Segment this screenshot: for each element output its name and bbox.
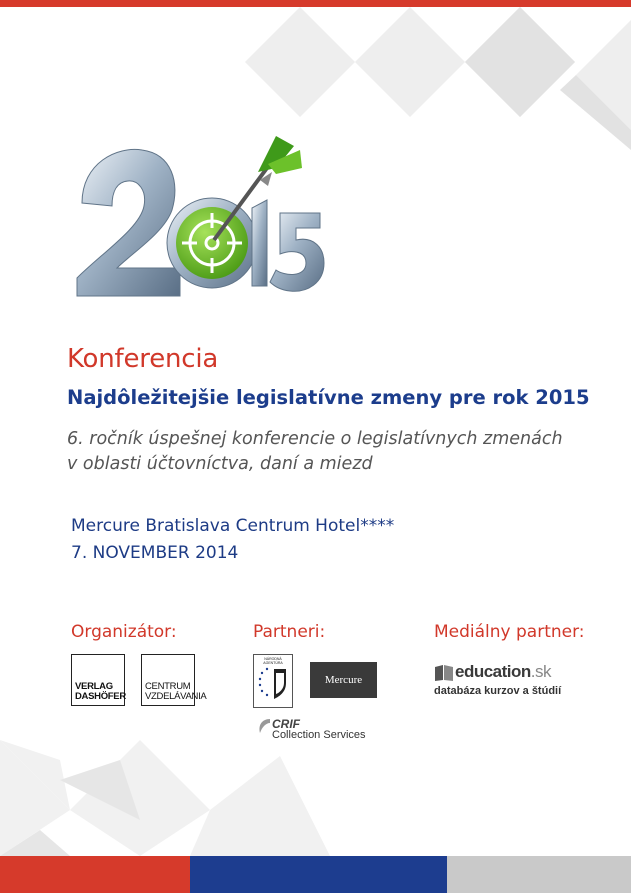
mercure-logo-text: Mercure xyxy=(324,674,363,686)
2015-dart-target-icon xyxy=(62,128,332,313)
eu-stars-icon xyxy=(254,663,292,703)
verlag-line-2: DASHÖFER xyxy=(75,691,126,702)
crif-swoosh-icon xyxy=(256,717,272,737)
subtitle-line-1: 6. ročník úspešnej konferencie o legislatívnych zmenách xyxy=(67,429,563,449)
footer-blue-bar xyxy=(190,856,447,893)
organizer-heading: Organizátor: xyxy=(71,622,177,642)
event-kicker: Konferencia xyxy=(67,344,219,374)
event-date: 7. NOVEMBER 2014 xyxy=(71,543,239,563)
agency-logo xyxy=(253,654,293,708)
centrum-line-1: CENTRUM xyxy=(145,681,191,692)
education-sk-logo xyxy=(434,662,574,702)
subtitle-line-2: v oblasti účtovníctva, daní a miezd xyxy=(67,454,373,474)
event-title: Najdôležitejšie legislatívne zmeny pre rok 2015 xyxy=(67,386,590,409)
crif-logo xyxy=(256,717,380,743)
event-venue: Mercure Bratislava Centrum Hotel**** xyxy=(71,516,395,536)
verlag-line-1: VERLAG xyxy=(75,681,113,692)
partners-heading: Partneri: xyxy=(253,622,326,642)
verlag-dashofer-text xyxy=(75,682,126,702)
education-name xyxy=(455,662,551,682)
education-tagline: databáza kurzov a štúdií xyxy=(434,685,562,697)
event-subtitle xyxy=(67,427,563,477)
mercure-logo xyxy=(310,662,377,698)
centrum-vzdelavania-text xyxy=(145,682,206,702)
media-partner-heading: Mediálny partner: xyxy=(434,622,585,642)
crif-line-1: CRIF xyxy=(272,717,300,731)
agency-caption: NÁRODNÁ AGENTÚRA xyxy=(263,657,283,665)
education-tld: .sk xyxy=(530,662,552,681)
book-icon xyxy=(434,664,454,682)
centrum-vzdelavania-logo xyxy=(141,654,207,706)
crif-line-2: Collection Services xyxy=(272,729,366,741)
education-name-main: education xyxy=(455,662,531,681)
footer-red-bar xyxy=(0,856,190,893)
centrum-line-2: VZDELÁVANIA xyxy=(145,691,207,702)
top-red-bar xyxy=(0,0,631,7)
footer-grey-bar xyxy=(447,856,631,893)
verlag-dashofer-logo xyxy=(71,654,125,706)
